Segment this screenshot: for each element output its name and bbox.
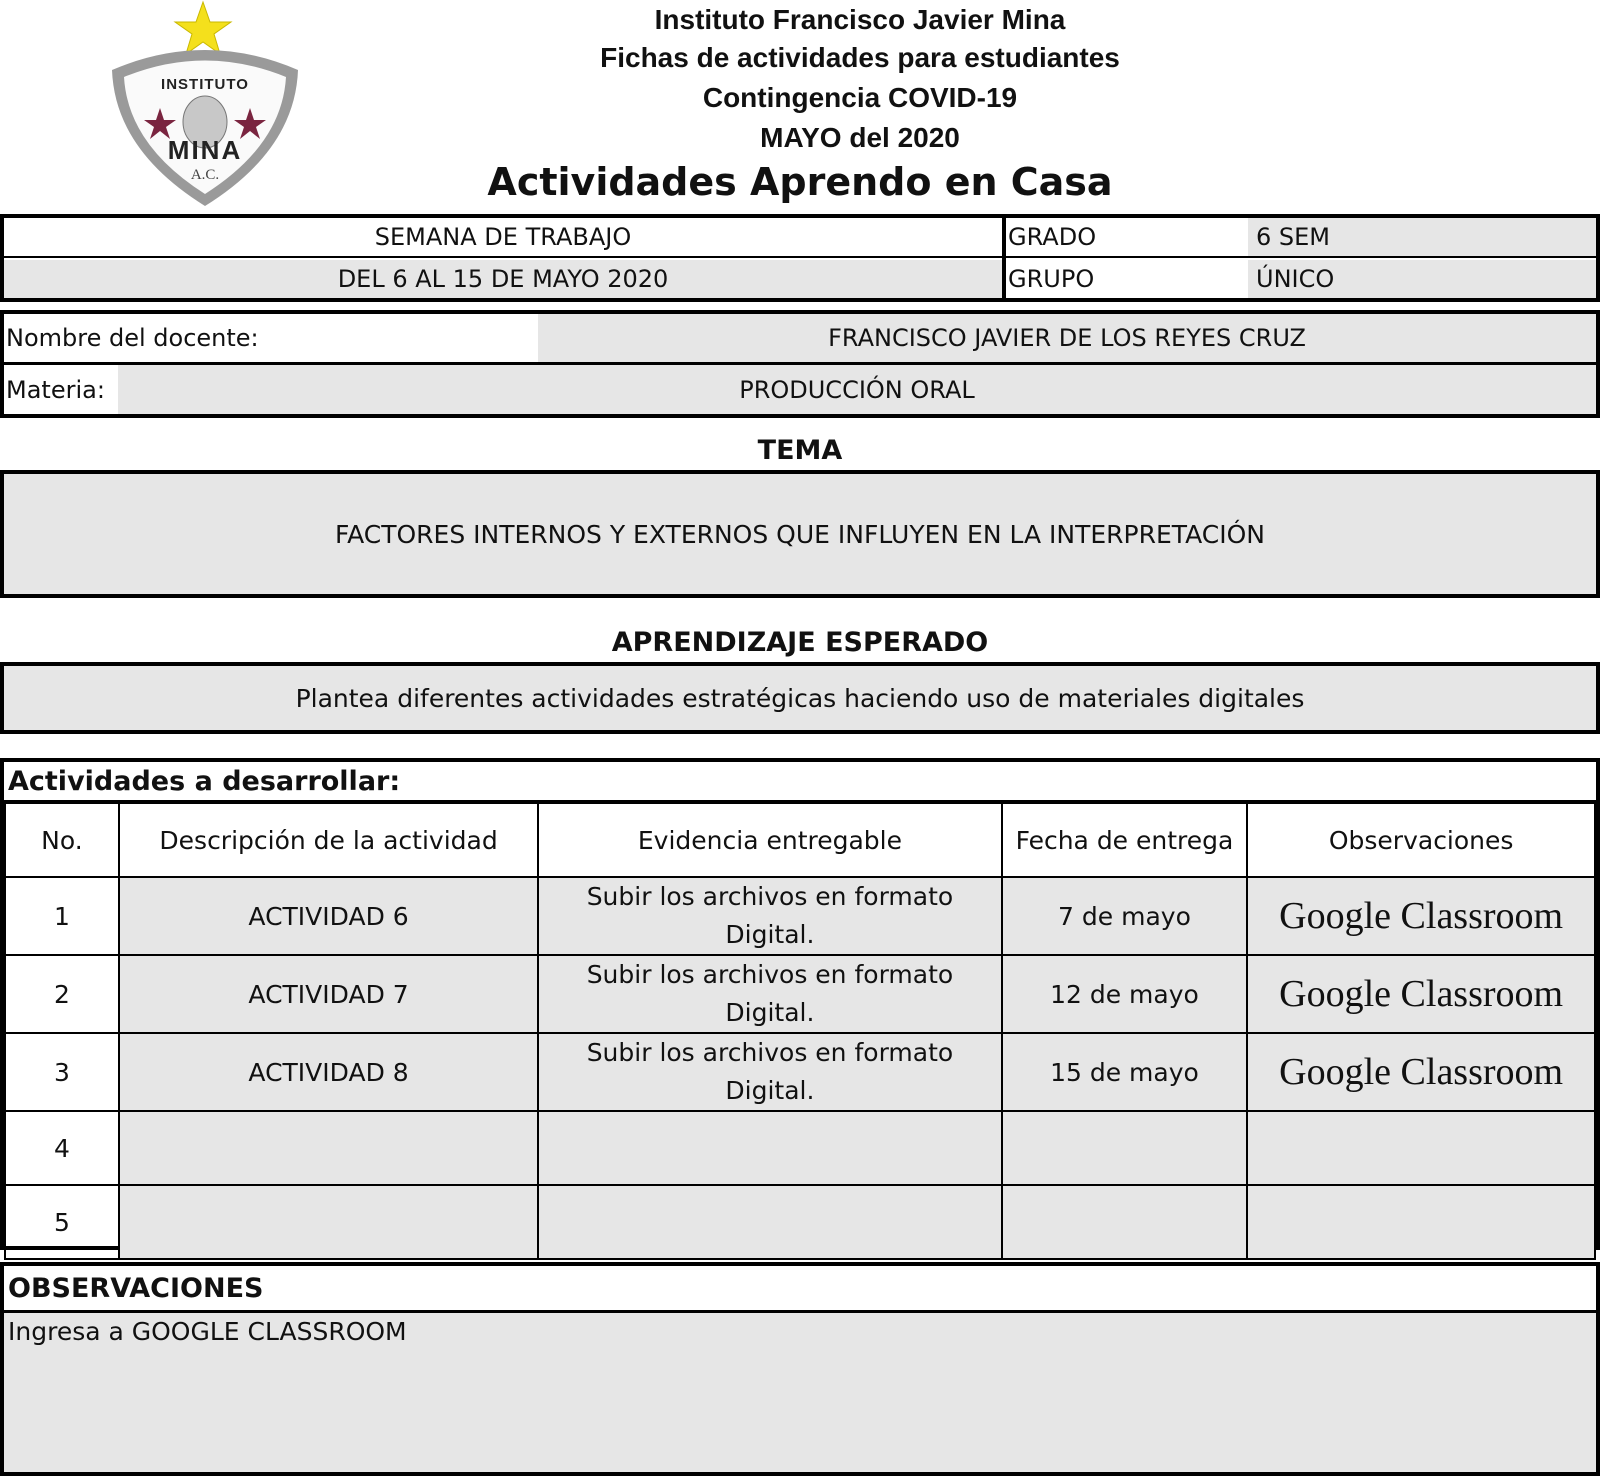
aprendizaje-heading: APRENDIZAJE ESPERADO [611,626,989,658]
divider [1002,218,1006,298]
materia-label: Materia: [6,375,105,404]
activity-description: ACTIVIDAD 8 [119,1033,538,1111]
activity-date [1002,1185,1248,1259]
header-line-3: Contingencia COVID-19 [702,82,1018,113]
week-value: DEL 6 AL 15 DE MAYO 2020 [4,260,1002,298]
activity-evidence [538,1185,1001,1259]
activity-description [119,1111,538,1185]
grupo-value: ÚNICO [1248,260,1596,298]
evidence-line-2: Digital. [725,1076,815,1105]
row-number: 4 [5,1111,119,1185]
table-row [5,1033,1595,1111]
tema-heading: TEMA [757,434,843,466]
activity-observation [1247,1185,1595,1259]
evidence-line-1: Subir los archivos en formato [586,882,954,911]
activity-evidence [538,955,1001,1033]
table-row [5,1185,1595,1259]
activity-observation [1247,1111,1595,1185]
column-header: Descripción de la actividad [119,803,538,877]
row-number: 3 [5,1033,119,1111]
evidence-line-2: Digital. [725,920,815,949]
activity-evidence [538,1111,1001,1185]
activity-date [1002,1111,1248,1185]
activity-observation: Google Classroom [1247,1033,1595,1111]
activity-description [119,1185,538,1259]
week-label: SEMANA DE TRABAJO [374,223,632,251]
divider [4,256,1596,258]
table-header-row [5,803,1595,877]
row-number: 5 [5,1185,119,1259]
table-row [5,1111,1595,1185]
header-line-1: Instituto Francisco Javier Mina [654,4,1066,35]
header-line-4: MAYO del 2020 [760,122,960,153]
aprendizaje-value: Plantea diferentes actividades estratégicas haciendo uso de materiales digitales [0,662,1600,734]
activity-observation: Google Classroom [1247,877,1595,955]
grupo-label: GRUPO [1008,265,1095,293]
observations-heading: OBSERVACIONES [8,1272,264,1304]
grado-value: 6 SEM [1248,218,1596,256]
row-number: 1 [5,877,119,955]
header-line-2: Fichas de actividades para estudiantes [600,42,1120,73]
evidence-line-1: Subir los archivos en formato [586,1038,954,1067]
activity-description: ACTIVIDAD 6 [119,877,538,955]
table-row [5,955,1595,1033]
activities-heading: Actividades a desarrollar: [8,765,401,797]
page-title: Actividades Aprendo en Casa [487,160,1113,204]
logo-text-mid: MINA [167,134,243,165]
table-row [5,877,1595,955]
activity-description: ACTIVIDAD 7 [119,955,538,1033]
activity-observation: Google Classroom [1247,955,1595,1033]
activities-table [4,802,1596,1260]
column-header: Evidencia entregable [538,803,1001,877]
column-header: Observaciones [1247,803,1595,877]
observations-value: Ingresa a GOOGLE CLASSROOM [4,1313,1596,1472]
logo-text-bottom: A.C. [190,166,220,183]
activity-date: 12 de mayo [1002,955,1248,1033]
activity-date: 7 de mayo [1002,877,1248,955]
evidence-line-1: Subir los archivos en formato [586,960,954,989]
docente-label: Nombre del docente: [6,324,259,352]
evidence-line-2: Digital. [725,998,815,1027]
docente-value: FRANCISCO JAVIER DE LOS REYES CRUZ [538,314,1596,362]
activity-evidence [538,1033,1001,1111]
row-number: 2 [5,955,119,1033]
logo-text-top: INSTITUTO [161,75,249,93]
column-header: No. [5,803,119,877]
column-header: Fecha de entrega [1002,803,1248,877]
tema-value: FACTORES INTERNOS Y EXTERNOS QUE INFLUYEN EN LA INTERPRETACIÓN [0,470,1600,598]
grado-label: GRADO [1008,223,1097,251]
materia-value: PRODUCCIÓN ORAL [118,365,1596,414]
activity-evidence [538,877,1001,955]
activity-date: 15 de mayo [1002,1033,1248,1111]
